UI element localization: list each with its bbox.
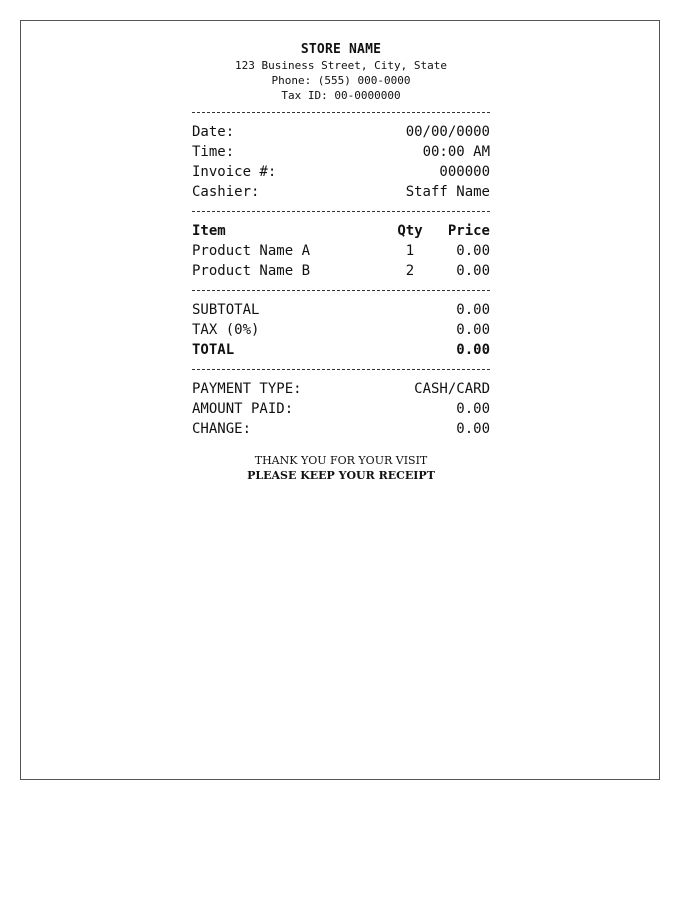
subtotal-value: 0.00 <box>456 302 490 318</box>
amount-paid-label: AMOUNT PAID: <box>192 401 294 417</box>
item-qty: 1 <box>405 243 415 259</box>
meta-label: Cashier: <box>192 184 260 200</box>
change-label: CHANGE: <box>192 421 252 437</box>
meta-value: 00:00 AM <box>422 144 490 160</box>
header-qty: Qty <box>397 223 423 239</box>
divider <box>192 211 490 212</box>
meta-row-date <box>192 122 490 142</box>
store-address: 123 Business Street, City, State <box>235 59 447 72</box>
item-name: Product Name B <box>192 263 311 279</box>
meta-row-cashier <box>192 182 490 202</box>
items-header-row <box>192 221 490 241</box>
meta-value: 00/00/0000 <box>405 124 490 140</box>
meta-label: Invoice #: <box>192 164 277 180</box>
item-qty: 2 <box>405 263 415 279</box>
meta-label: Date: <box>192 124 235 140</box>
totals-section <box>192 300 490 360</box>
subtotal-row <box>192 300 490 320</box>
total-label: TOTAL <box>192 342 235 358</box>
total-value: 0.00 <box>456 342 490 358</box>
receipt-footer <box>192 453 490 483</box>
header-price: Price <box>447 223 490 239</box>
item-name: Product Name A <box>192 243 311 259</box>
receipt-header <box>192 41 490 103</box>
payment-type-value: CASH/CARD <box>414 381 490 397</box>
tax-row <box>192 320 490 340</box>
amount-paid-row <box>192 399 490 419</box>
keep-receipt-message: PLEASE KEEP YOUR RECEIPT <box>247 469 435 482</box>
receipt-page <box>20 20 660 780</box>
divider <box>192 290 490 291</box>
meta-label: Time: <box>192 144 235 160</box>
subtotal-label: SUBTOTAL <box>192 302 260 318</box>
amount-paid-value: 0.00 <box>456 401 490 417</box>
store-phone: Phone: (555) 000-0000 <box>271 74 411 87</box>
store-tax-id: Tax ID: 00-0000000 <box>281 89 401 102</box>
header-item: Item <box>192 223 226 239</box>
meta-value: Staff Name <box>405 184 490 200</box>
receipt-meta <box>192 122 490 202</box>
meta-row-invoice <box>192 162 490 182</box>
meta-row-time <box>192 142 490 162</box>
change-row <box>192 419 490 439</box>
tax-value: 0.00 <box>456 322 490 338</box>
meta-value: 000000 <box>439 164 490 180</box>
divider <box>192 112 490 113</box>
item-price: 0.00 <box>456 243 490 259</box>
receipt <box>192 41 490 483</box>
tax-label: TAX (0%) <box>192 322 260 338</box>
payment-type-label: PAYMENT TYPE: <box>192 381 302 397</box>
payment-section <box>192 379 490 439</box>
change-value: 0.00 <box>456 421 490 437</box>
total-row <box>192 340 490 360</box>
item-row <box>192 241 490 261</box>
items-table <box>192 221 490 281</box>
payment-type-row <box>192 379 490 399</box>
store-name: STORE NAME <box>300 42 382 57</box>
thank-you-message: THANK YOU FOR YOUR VISIT <box>254 454 428 467</box>
item-row <box>192 261 490 281</box>
item-price: 0.00 <box>456 263 490 279</box>
divider <box>192 369 490 370</box>
